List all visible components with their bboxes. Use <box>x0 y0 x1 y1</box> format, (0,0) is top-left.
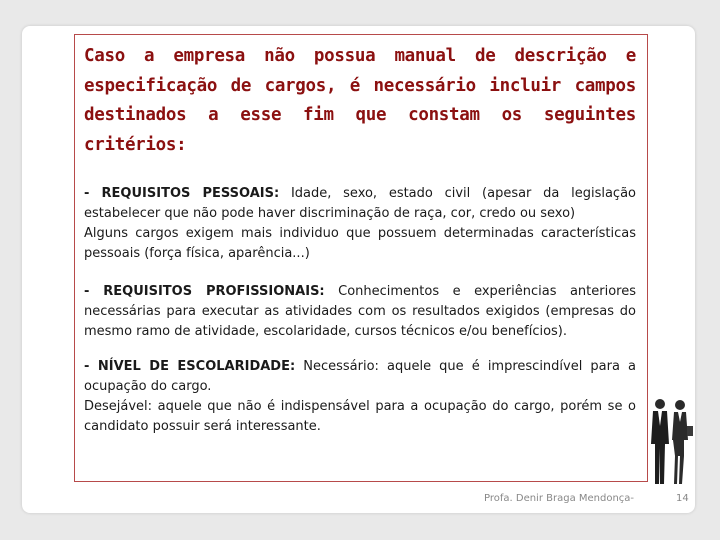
section-label: - REQUISITOS PESSOAIS: <box>84 186 280 201</box>
intro-heading: Caso a empresa não possua manual de descrição e especificação de cargos, é necessário incluir campos destinados a esse fim que constam os seguintes critérios: <box>84 46 636 155</box>
business-people-icon <box>644 396 696 488</box>
section-personal-requirements <box>84 184 636 264</box>
section-label: - REQUISITOS PROFISSIONAIS: <box>84 284 325 299</box>
section-education-level <box>84 357 636 437</box>
section-text: Conhecimentos e experiências anteriores necessárias para executar as atividades com os resultados exigidos (empresas do mesmo ramo de atividade, escolaridade, cursos técnicos e/ou benefícios). <box>84 284 636 339</box>
section-professional-requirements <box>84 282 636 342</box>
section-extra: Alguns cargos exigem mais individuo que possuem determinadas características pessoais (força física, aparência...) <box>84 226 636 261</box>
footer-author: Profa. Denir Braga Mendonça- <box>484 493 635 504</box>
section-label: - NÍVEL DE ESCOLARIDADE: <box>84 359 296 374</box>
page-number: 14 <box>676 493 689 504</box>
section-text: Necessário: aquele que é imprescindível para a ocupação do cargo. <box>84 359 636 394</box>
section-text: Idade, sexo, estado civil (apesar da legislação estabelecer que não pode haver discriminação de raça, cor, credo ou sexo) <box>84 186 637 221</box>
section-extra: Desejável: aquele que não é indispensável para a ocupação do cargo, porém se o candidato possuir será interessante. <box>84 399 636 434</box>
